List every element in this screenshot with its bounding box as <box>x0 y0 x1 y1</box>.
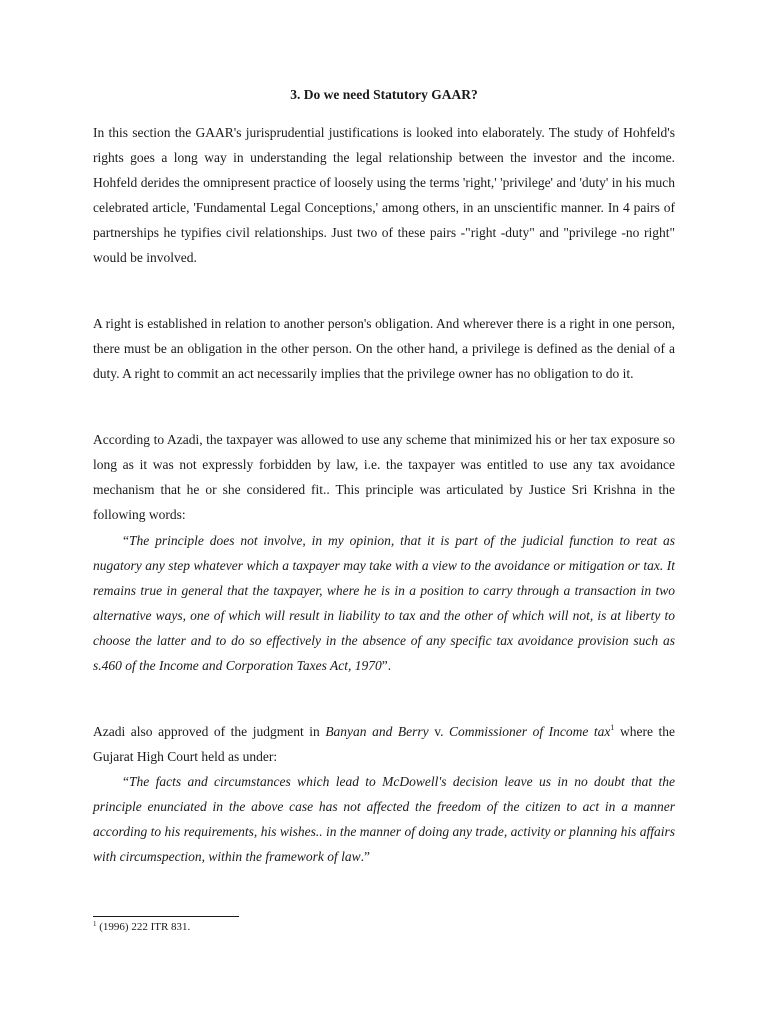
paragraph-banyan-berry <box>93 719 675 769</box>
footnote-text: (1996) 222 ITR 831. <box>96 921 191 933</box>
footnote-reference[interactable]: 1 <box>610 723 615 732</box>
footnote-number: 1 <box>93 920 97 928</box>
footnote <box>93 920 190 934</box>
footnote-divider <box>93 916 239 917</box>
paragraph-text: A right is established in relation to another person's obligation. And wherever there is a right in one person, there must be an obligation in the other person. On the other hand, a privilege is defined as the denial of a duty. A right to commit an act necessarily implies that the privilege owner has no obligation to do it. <box>93 316 675 382</box>
open-quote: “ <box>123 533 129 548</box>
close-quote: .” <box>360 849 370 865</box>
section-heading: 3. Do we need Statutory GAAR? <box>290 87 478 102</box>
case-name: Banyan and Berry <box>325 724 429 739</box>
quote-text: The facts and circumstances which lead to McDowell's decision leave us in no doubt that the principle enunciated in the above case has not affected the freedom of the citizen to act in a manner according to his requirements, his wishes.. in the manner of doing any trade, activity or planning his affairs with circumspection, within the framework of law <box>93 774 675 865</box>
paragraph-text: According to Azadi, the taxpayer was allowed to use any scheme that minimized his or her tax exposure so long as it was not expressly forbidden by law, i.e. the taxpayer was entitled to use any tax avoidance mechanism that he or she considered fit.. This principle was articulated by Justice Sri Krishna in the following words: <box>93 432 675 523</box>
close-quote: ”. <box>381 658 392 674</box>
para-text-after: where the Gujarat High Court held as under: <box>93 724 675 765</box>
respondent-name: Commissioner of Income tax <box>449 724 611 739</box>
paragraph-hohfeld <box>93 120 675 271</box>
paragraph-text: In this section the GAAR's jurisprudential justifications is looked into elaborately. The study of Hohfeld's rights goes a long way in understanding the legal relationship between the investor and the income. Hohfeld derides the omnipresent practice of loosely using the terms 'right,' 'privilege' and 'duty' in his much celebrated article, 'Fundamental Legal Conceptions,' among others, in an unscientific manner. In 4 pairs of partnerships he typifies civil relationships. Just two of these pairs -"right -duty" and "privilege -no right" would be involved. <box>93 125 675 266</box>
para-text-before: Azadi also approved of the judgment in <box>93 724 326 739</box>
paragraph-azadi <box>93 427 675 527</box>
quote-gujarat-high-court <box>93 769 675 869</box>
open-quote: “ <box>123 774 129 789</box>
versus: v. <box>428 724 450 739</box>
quote-text: The principle does not involve, in my opinion, that it is part of the judicial function to reat as nugatory any step whatever which a taxpayer may take with a view to the avoidance or mitigation or tax. It remains true in general that the taxpayer, where he is in a position to carry through a transaction in two alternative ways, one of which will result in liability to tax and the other of which will not, is at liberty to choose the latter and to do so effectively in the absence of any specific tax avoidance provision such as s.460 of the Income and Corporation Taxes Act, 1970 <box>93 533 675 674</box>
quote-sri-krishna <box>93 528 675 679</box>
paragraph-right-obligation <box>93 311 675 386</box>
